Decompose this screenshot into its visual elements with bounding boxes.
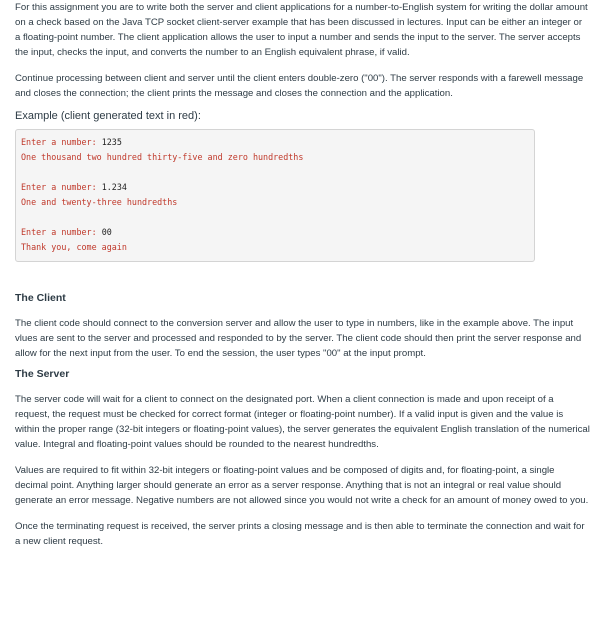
code-input-line [21,135,534,150]
code-prompt: Enter a number: [21,137,102,147]
code-response: One thousand two hundred thirty-five and zero hundredths [21,152,304,162]
continue-paragraph: Continue processing between client and server until the client enters double-zero ("00"). The server responds with a farewell message and closes the connection; the client prints the message and closes the connection and the application. [15,73,584,99]
example-code-block [15,129,535,262]
code-response: Thank you, come again [21,242,127,252]
server-paragraph: The server code will wait for a client to connect on the designated port. When a client connection is made and upon receipt of a request, the request must be checked for correct format (integer or floating-point number). If a valid input is given and the value is within the proper range (32-bit integers or floating-point values), the server generates the equivalent English translation of the numerical value. Integral and floating-point values should be rounded to the nearest hundredths. [15,394,590,450]
example-exchange-1 [21,135,534,165]
final-paragraph: Once the terminating request is received, the server prints a closing message and is then able to terminate the connection and wait for a new client request. [15,521,585,547]
code-response: One and twenty-three hundredths [21,197,178,207]
code-user-input: 1235 [101,137,122,147]
code-input-line [21,225,534,240]
server-heading: The Server [15,368,70,380]
code-user-input: 1.234 [101,182,127,192]
code-input-line [21,180,534,195]
intro-paragraph: For this assignment you are to write both the server and client applications for a number-to-English system for writing the dollar amount on a check based on the Java TCP socket client-server example that has been discussed in lectures. Input can be either an integer or a floating-point number. The client application allows the user to input a number and sends the input to the server. The server accepts the input, checks the input, and converts the number to an English equivalent phrase, if valid. [15,2,588,58]
example-exchange-2 [21,180,534,210]
code-prompt: Enter a number: [21,227,102,237]
example-exchange-3 [21,225,534,255]
assignment-content [15,0,590,549]
client-paragraph: The client code should connect to the conversion server and allow the user to type in numbers, like in the example above. The input vlues are sent to the server and processed and responded to by the server. The client code should then print the server response and allow for the next input from the user. To end the session, the user types "00" at the input prompt. [15,318,582,359]
code-prompt: Enter a number: [21,182,102,192]
example-label: Example (client generated text in red): [15,110,201,122]
client-heading: The Client [15,292,66,304]
values-paragraph: Values are required to fit within 32-bit integers or floating-point values and be composed of digits and, for floating-point, a single decimal point. Anything larger should generate an error as a server response. Anything that is not an integral or real value should generate an error message. Negative numbers are not allowed since you would not write a check for an amount of money owed to you. [15,465,589,506]
code-user-input: 00 [101,227,112,237]
